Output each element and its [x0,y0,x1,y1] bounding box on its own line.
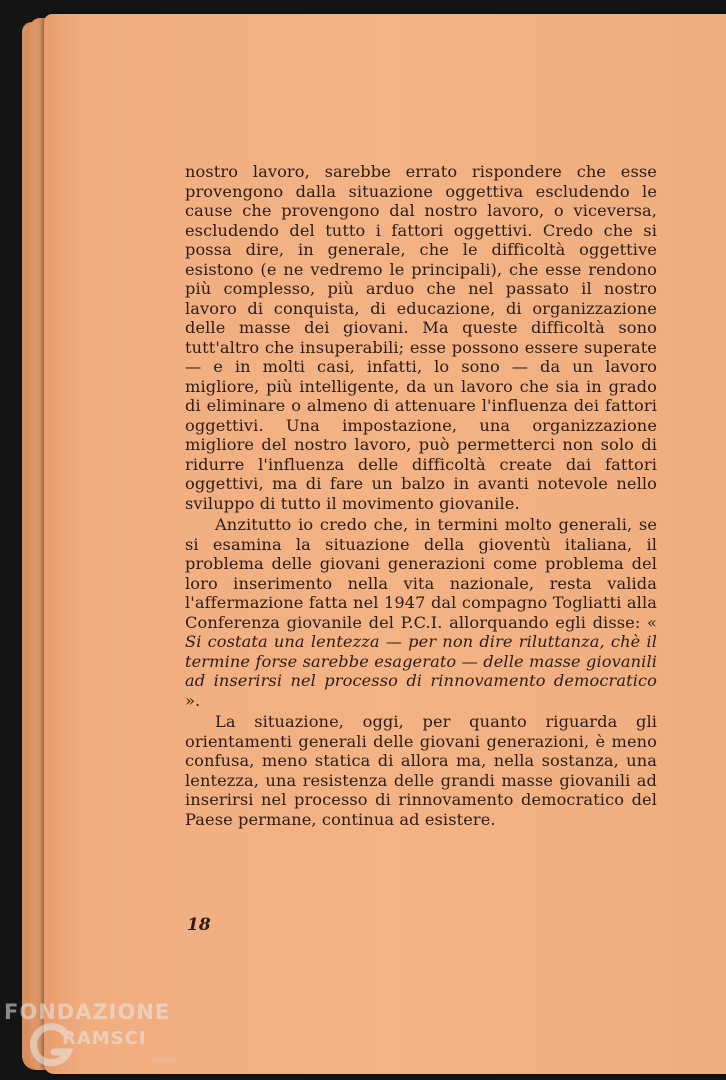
paragraph-2 [185,515,657,710]
body-text [185,162,657,829]
page-number: 18 [187,915,211,935]
paragraph-3: La situazione, oggi, per quanto riguarda gli orientamenti generali delle giovani generazioni, è meno confusa, meno statica di allora ma, nella sostanza, una lentezza, una resistenza delle grandi masse giovanili ad inserirsi nel processo di rinnovamento democratico del Paese permane, continua ad esistere. [185,712,657,829]
paragraph-2-intro: Anzitutto io credo che, in termini molto generali, se si esamina la situazione della gioventù italiana, il problema delle giovani generazioni come problema del loro inserimento nella vita nazionale, resta valida l'affermazione fatta nel 1947 dal compagno Togliatti alla Conferenza giovanile del P.C.I. allorquando egli disse: « [185,515,657,632]
watermark-subtitle: onlus [152,1055,177,1065]
togliatti-quote: Si costata una lentezza — per non dire riluttanza, chè il termine forse sarebbe esagerato — delle masse giovanili ad inserirsi nel processo di rinnovamento democratico [185,632,657,690]
paragraph-1: nostro lavoro, sarebbe errato rispondere che esse provengono dalla situazione oggettiva escludendo le cause che provengono dal nostro lavoro, o viceversa, escludendo del tutto i fattori oggettivi. Credo che si possa dire, in generale, che le difficoltà oggettive esistono (e ne vedremo le principali), che esse rendono più complesso, più arduo che nel passato il nostro lavoro di conquista, di educazione, di organizzazione delle masse dei giovani. Ma queste difficoltà sono tutt'altro che insuperabili; esse possono essere superate — e in molti casi, infatti, lo sono — da un lavoro migliore, più intelligente, da un lavoro che sia in grado di eliminare o almeno di attenuare l'influenza dei fattori oggettivi. Una impostazione, una organizzazione migliore del nostro lavoro, può permetterci non solo di ridurre l'influenza delle difficoltà create dai fattori oggettivi, ma di fare un balzo in avanti notevole nello sviluppo di tutto il movimento giovanile. [185,162,657,513]
fondazione-gramsci-watermark [4,1000,204,1070]
paragraph-2-close: ». [185,690,201,710]
watermark-line-1: FONDAZIONE [4,1000,171,1024]
watermark-line-2: RAMSCI [62,1028,147,1049]
